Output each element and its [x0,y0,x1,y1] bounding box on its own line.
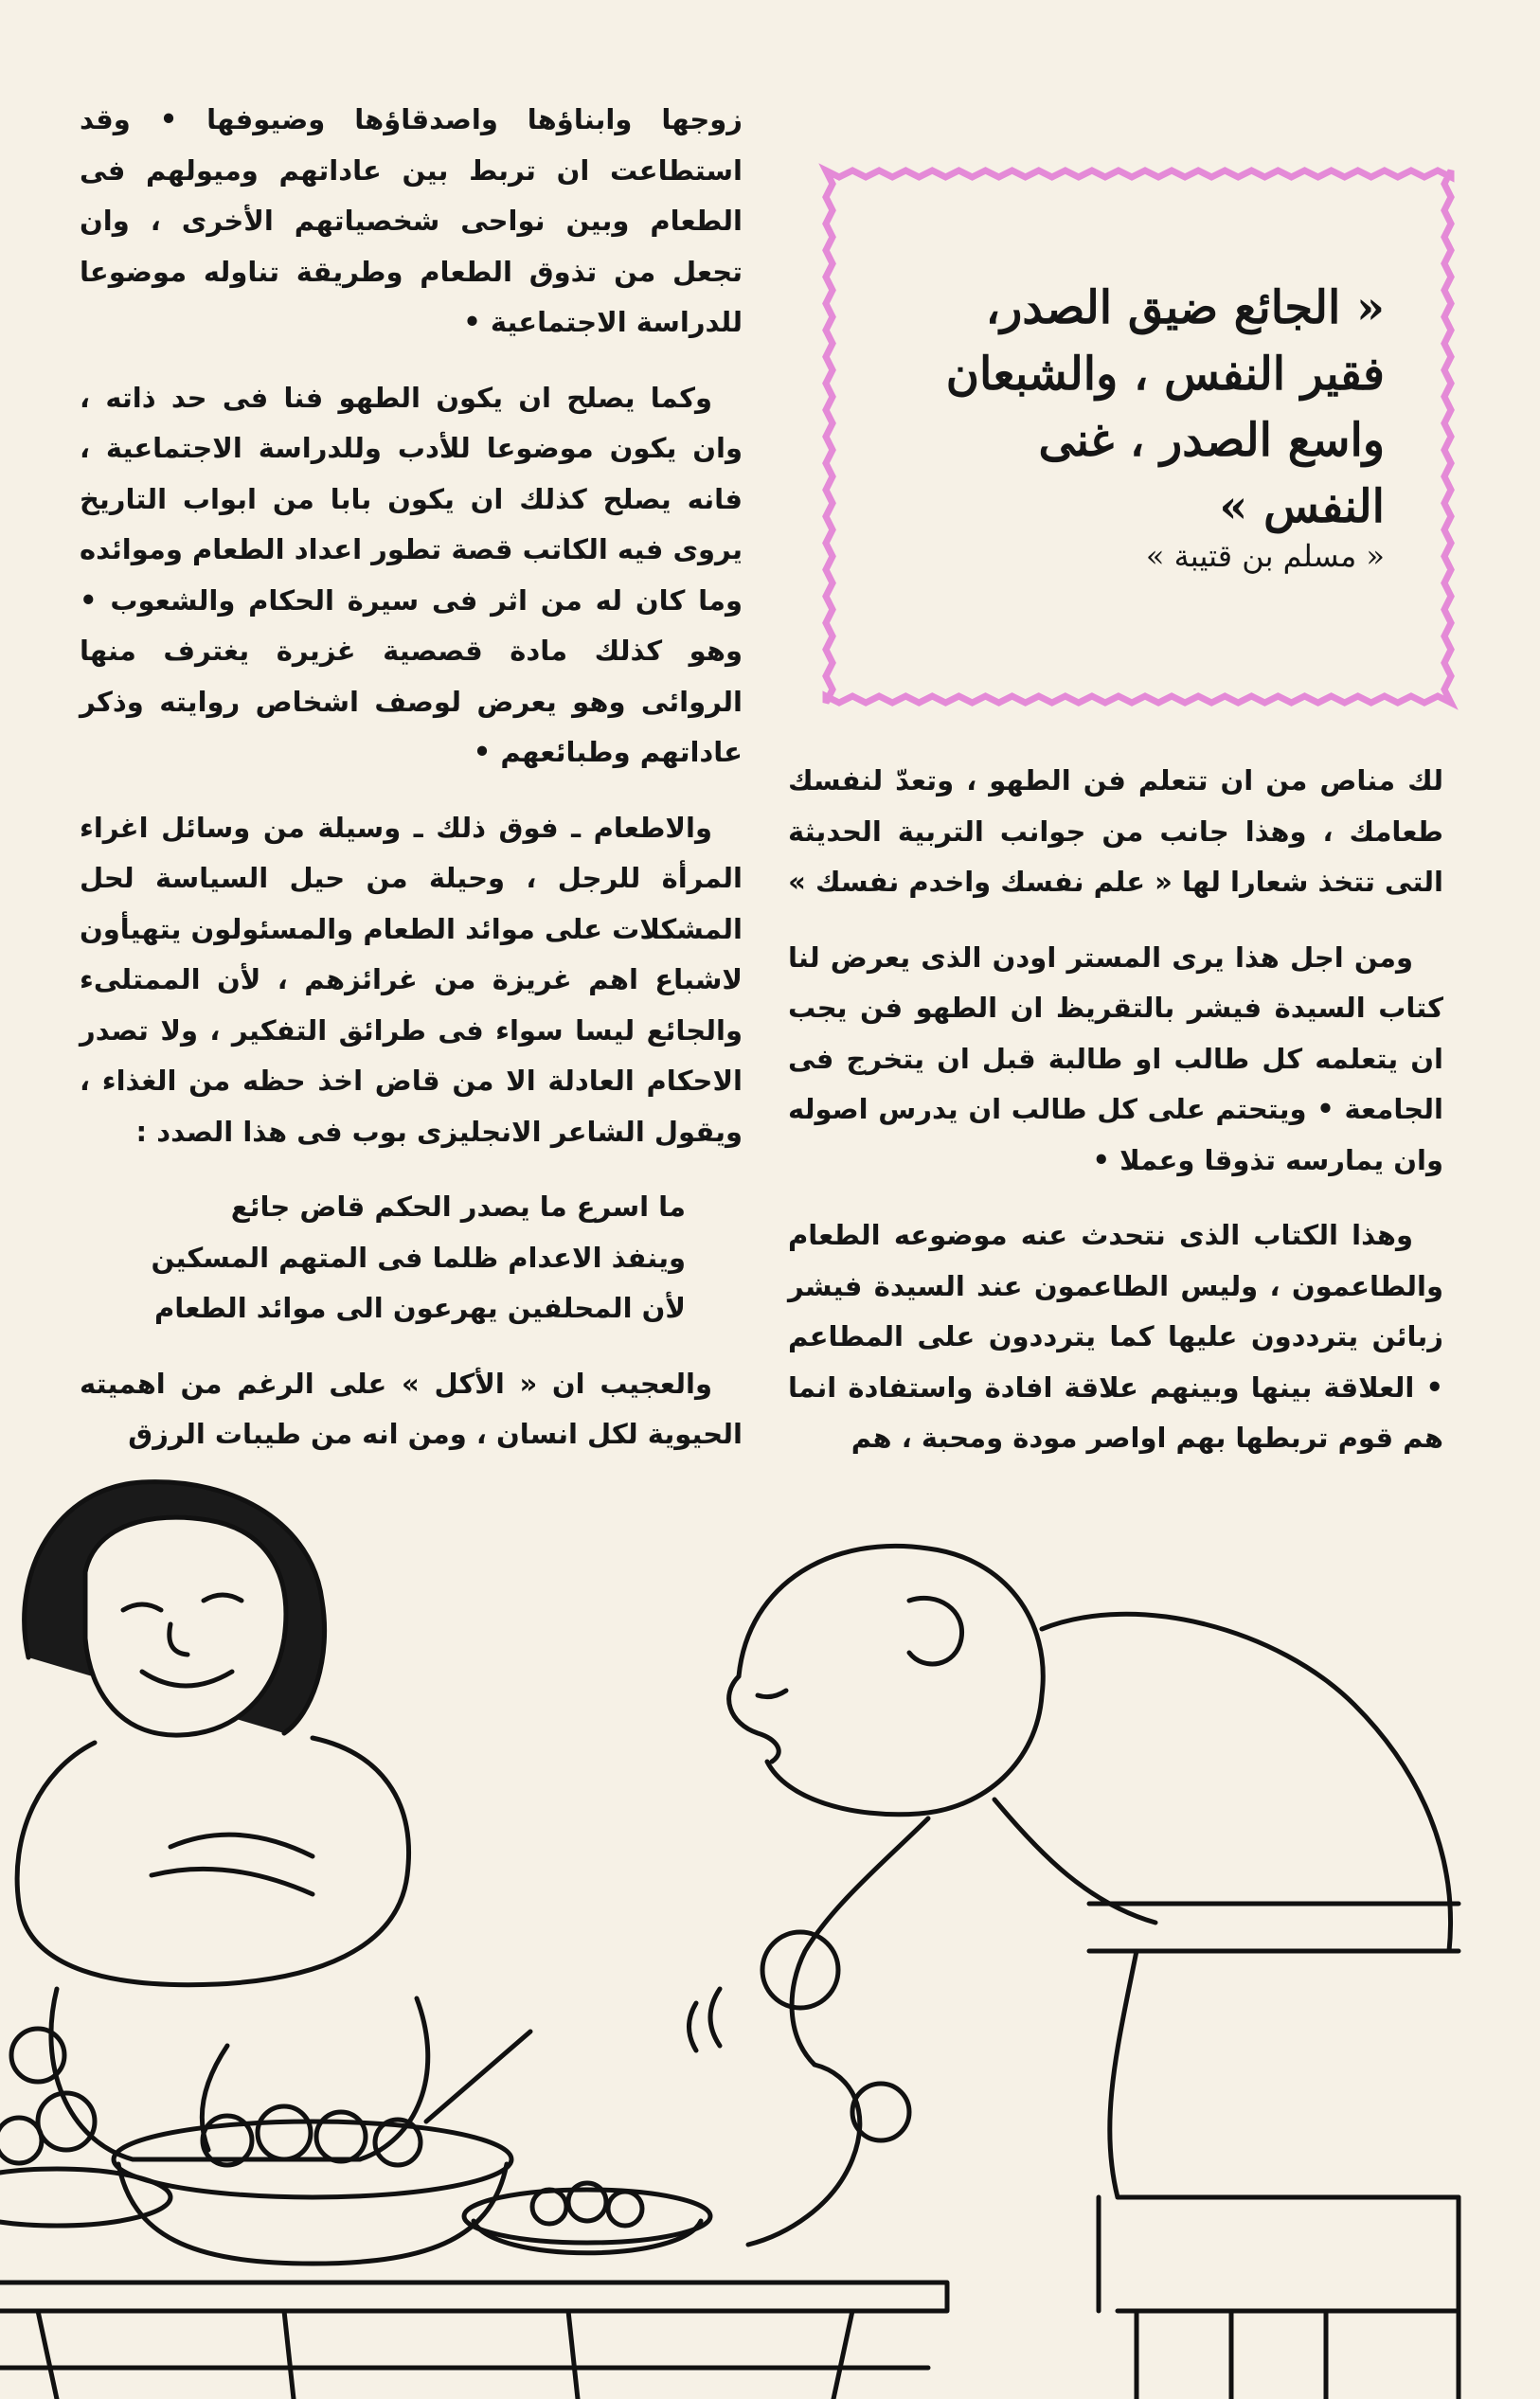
paragraph: لك مناص من ان تتعلم فن الطهو ، وتعدّ لنفسك طعامك ، وهذا جانب من جوانب التربية الحديثة التى تتخذ شعارا لها « علم نفسك واخدم نفسك » [788,764,1443,898]
right-column [788,756,1443,1489]
quote-line: النفس » [1219,480,1385,533]
quote-text [902,275,1385,540]
paragraph: وهذا الكتاب الذى نتحدث عنه موضوعه الطعام والطاعمون ، وليس الطاعمون عند السيدة فيشر زبائن يترددون عليها كما يترددون على المطاعم • العلاقة بينها وبينهم علاقة افادة واستفادة انما هم قوم تربطها بهم اواصر مودة ومحبة ، هم [788,1219,1443,1454]
quote-line: « الجائع ضيق الصدر، [985,281,1385,334]
man-figure [689,1546,1459,2399]
woman-figure [17,1482,428,2159]
left-column [80,95,743,1485]
quote-author: « مسلم بن قتيبة » [1145,538,1385,574]
poem-quote [80,1182,743,1334]
paragraph: ومن اجل هذا يرى المستر اودن الذى يعرض لنا كتاب السيدة فيشر بالتقريظ ان الطهو فن يجب ان يتعلمه كل طالب او طالبة قبل ان يتخرج فى الجامعة • ويتحتم على كل طالب ان يدرس اصوله وان يمارسه تذوقا وعملا • [788,940,1443,1176]
paragraph: والاطعام ـ فوق ذلك ـ وسيلة من وسائل اغراء المرأة للرجل ، وحيلة من حيل السياسة لحل المشكلات على موائد الطعام والمسئولون يتهيأون لاشباع اهم غريزة من غرائزهم ، لأن الممتلىء والجائع ليسا سواء فى طرائق التفكير ، ولا تصدر الاحكام العادلة الا من قاض اخذ حظه من الغذاء ، ويقول الشاعر الانجليزى بوب فى هذا الصدد : [80,811,743,1148]
dining-table [0,2283,947,2399]
paragraph: زوجها وابناؤها واصدقاؤها وضيوفها • وقد استطاعت ان تربط بين عاداتهم وميولهم فى الطعام وبين نواحى شخصياتهم الأخرى ، وان تجعل من تذوق الطعام وطريقة تناوله موضوعا للدراسة الاجتماعية • [80,103,743,338]
paragraph: وكما يصلح ان يكون الطهو فنا فى حد ذاته ، وان يكون موضوعا للأدب وللدراسة الاجتماعية ، فانه يصلح كذلك ان يكون بابا من ابواب التاريخ يروى فيه الكاتب قصة تطور اعداد الطعام وموائده وما كان له من اثر فى سيرة الحكام والشعوب • وهو كذلك مادة قصصية غزيرة يغترف منها الروائى وهو يعرض لوصف اشخاص روايته وذكر عاداتهم وطبائعهم • [80,381,743,768]
dining-cartoon-illustration [0,1459,1540,2399]
poem-line: وينفذ الاعدام ظلما فى المتهم المسكين [151,1241,686,1274]
quote-box [816,161,1460,712]
quote-line: واسع الصدر ، غنى [1038,414,1385,467]
poem-line: لأن المحلفين يهرعون الى موائد الطعام [154,1292,686,1324]
paragraph: والعجيب ان « الأكل » على الرغم من اهميته الحيوية لكل انسان ، ومن انه من طيبات الرزق [80,1367,743,1450]
quote-line: فقير النفس ، والشبعان [945,348,1385,401]
poem-line: ما اسرع ما يصدر الحكم قاض جائع [230,1191,686,1223]
